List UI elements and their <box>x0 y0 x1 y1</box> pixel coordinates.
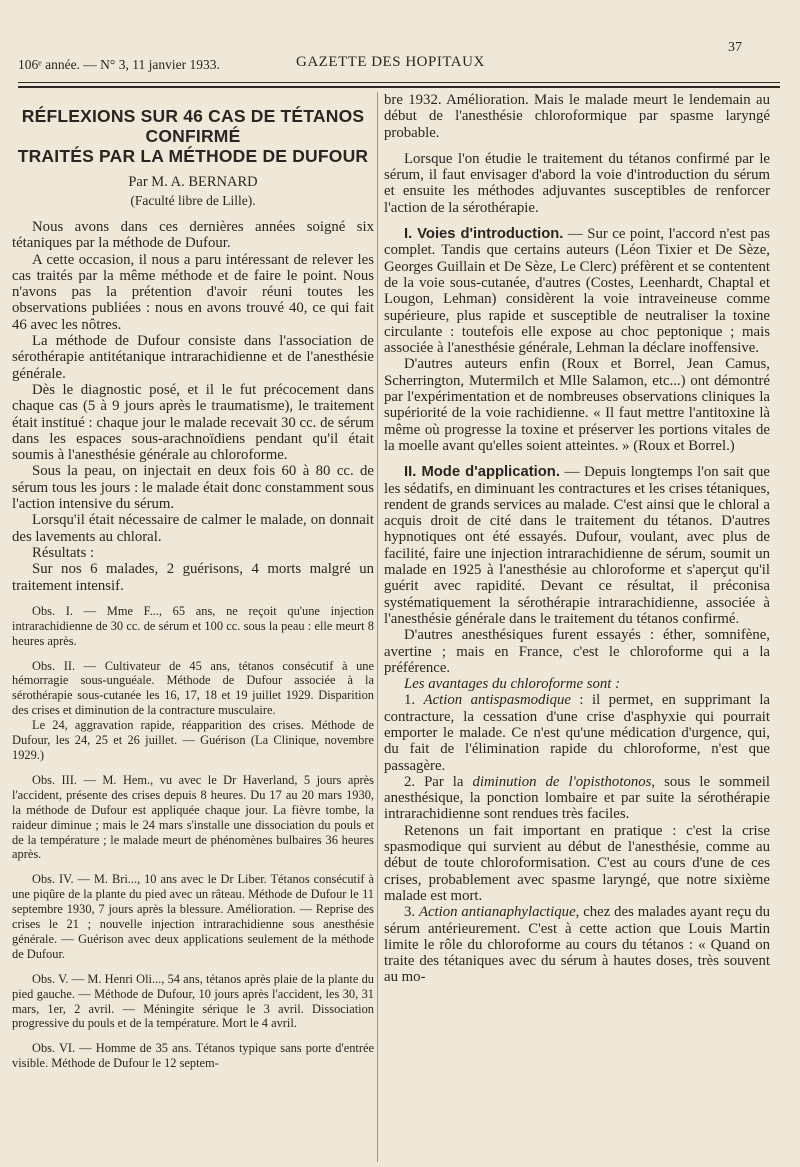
section-2-heading: II. Mode d'application. <box>404 464 560 481</box>
affiliation: (Faculté libre de Lille). <box>130 193 256 208</box>
edition-info: 106ᵉ année. — N° 3, 11 janvier 1933. <box>18 57 220 72</box>
section-2-paragraph <box>384 464 770 627</box>
left-column <box>12 92 374 1071</box>
header-rule-thin <box>18 82 780 83</box>
right-column <box>384 92 770 986</box>
advantage-2-text: , sous le sommeil anesthésique, la ponction lombaire et par suite la sérothérapie intrarachidienne sont rendues très faciles. <box>384 773 770 823</box>
article-title-line1: RÉFLEXIONS SUR 46 CAS DE TÉTANOS CONFIRMÉ <box>21 106 365 146</box>
body-paragraph: La méthode de Dufour consiste dans l'association de sérothérapie antitétanique intrarachidienne et de l'anesthésie générale. <box>12 333 374 382</box>
advantage-1-text: : il permet, en supprimant la contracture, la cessation d'une crise d'asphyxie qui pourrait emporter le malade. Ce n'est qu'une médication d'urgence, qui, du fait de l'élimination rapide du chloroforme, n'est que passagère. <box>384 692 770 774</box>
body-paragraph: Nous avons dans ces dernières années soigné six tétaniques par la méthode de Dufour. <box>12 219 374 252</box>
column-divider <box>377 92 378 1162</box>
body-paragraph: A cette occasion, il nous a paru intéressant de relever les cas traités par la même méthode et de faire le point. Nous n'avons pas la prétention d'avoir réuni toutes les observations publiées : nous en avons trouvé 40, ce qui fait 46 avec les nôtres. <box>12 251 374 333</box>
body-paragraph: Sous la peau, on injectait en deux fois 60 à 80 cc. de sérum tous les jours : le malade était donc constamment sous l'action intensive du sérum. <box>12 463 374 513</box>
results-label: Résultats : <box>32 544 95 561</box>
advantage-2-number: 2. Par la <box>404 773 473 790</box>
header-rule-thick <box>18 86 780 88</box>
body-paragraph: Lorsque l'on étudie le traitement du tétanos confirmé par le sérum, il faut envisager d'abord la voie d'introduction du sérum et ensuite les méthodes adjuvantes susceptibles de renforcer l'action de la sérothérapie. <box>384 150 770 216</box>
advantage-3-number: 3. <box>404 904 419 921</box>
body-paragraph: Dès le diagnostic posé, et il le fut précocement dans chaque cas (5 à 9 jours après le traumatisme), le traitement était institué : chaque jour le malade recevait 30 cc. de sérum dans les espaces sous-arachnoïdiens pendant qu'il était soumis à l'anesthésie générale au chloroforme. <box>12 381 374 464</box>
advantage-1-number: 1. <box>404 692 424 709</box>
section-2-text: — Depuis longtemps l'on sait que les sédatifs, en diminuant les contractures et les crises tétaniques, rendent de grands services au malade. C'est ainsi que le chloral a acquis droit de cité dans le traitement du tétanos. D'autres hypnotiques ont été essayés. Dufour, voulant, avec plus de facilité, faire une injection intrarachidienne de sérum, soumit un malade en 1925 à l'anesthésie au chloroforme et s'aperçut qu'il guérit avec rapidité. Devant ce résultat, il préconisa systématiquement la sérothérapie intrarachidienne, associée à l'anesthésie générale dans le traitement du tétanos confirmé. <box>384 464 770 627</box>
advantage-2 <box>384 774 770 823</box>
advantage-1-title: Action antispasmodique <box>423 692 571 709</box>
advantage-1 <box>384 692 770 773</box>
observation-3: Obs. III. — M. Hem., vu avec le Dr Haverland, 5 jours après l'accident, présente des crises depuis 8 heures. Du 17 au 20 mars 1930, la méthode de Dufour est appliquée chaque jour. La fièvre tombe, la raideur diminue ; mais le 24 mars s'installe une dissociation du pouls et de la température ; le malade meurt de phénomènes bulbaires 36 heures après. <box>12 772 374 862</box>
body-paragraph: bre 1932. Amélioration. Mais le malade meurt le lendemain au début de l'anesthésie chloroformique par spasme laryngé probable. <box>384 92 770 141</box>
article-title-line2: TRAITÉS PAR LA MÉTHODE DE DUFOUR <box>17 146 369 166</box>
section-1-paragraph <box>384 226 770 356</box>
section-1-text: — Sur ce point, l'accord n'est pas complet. Tandis que certains auteurs (Léon Tixier et De Sèze, Georges Guillain et De Sèze, Le Clerc) préfèrent et se contentent de la voie sous-cutanée, d'autres (Costes, Leenhardt, Chaptal et Lougon, Lehman) considèrent la voie intraveineuse comme supérieure, plus rapide et susceptible de neutraliser la toxine circulante : toutefois elle expose au choc peptonique ; mais associée à l'anesthésie générale, Lehman la déclare inoffensive. <box>384 226 770 357</box>
article-title <box>12 106 374 166</box>
results-text: Sur nos 6 malades, 2 guérisons, 4 morts malgré un traitement intensif. <box>12 561 374 594</box>
advantages-intro: Les avantages du chloroforme sont : <box>404 676 621 693</box>
body-paragraph: Lorsqu'il était nécessaire de calmer le malade, on donnait des lavements au chloral. <box>12 512 374 545</box>
page-number: 37 <box>728 40 742 55</box>
section-2-paragraph-2: D'autres anesthésiques furent essayés : éther, somnifène, avertine ; mais en France, c'est le chloroforme qui a la préférence. <box>384 627 770 676</box>
observation-2-cont: Le 24, aggravation rapide, réapparition des crises. Méthode de Dufour, les 24, 25 et 26 juillet. — Guérison (La Clinique, novembre 1929.) <box>12 718 374 762</box>
byline: Par M. A. BERNARD <box>128 174 258 190</box>
advantage-3-text: , chez des malades ayant reçu du sérum antérieurement. C'est à cette action que Louis Martin limite le rôle du chloroforme au cours du tétanos : « Quand on traite des tétaniques avec du sérum à hautes doses, très souvent au mo- <box>384 904 770 986</box>
observation-2: Obs. II. — Cultivateur de 45 ans, tétanos consécutif à une hémorragie sous-unguéale. Méthode de Dufour associée à la sérothérapie sous-cutanée les 16, 17, 18 et 19 juillet 1929. Disparition des crises et diminution de la contracture musculaire. <box>12 658 374 718</box>
observation-4: Obs. IV. — M. Bri..., 10 ans avec le Dr Liber. Tétanos consécutif à une piqûre de la plante du pied avec un râteau. Méthode de Dufour le 11 septembre 1930, 7 jours après la blessure. Amélioration. — Reprise des crises le 21 ; nouvelle injection intrarachidienne sous anesthésie générale. — Guérison avec deux applications seulement de la méthode de Dufour. <box>12 872 374 961</box>
advantage-2-note: Retenons un fait important en pratique : c'est la crise spasmodique qui survient au début de l'anesthésie, comme au début de toute chloroformisation. C'est au cours d'une de ces crises, probablement avec spasme laryngé, que notre sixième malade est mort. <box>384 822 770 904</box>
observation-1: Obs. I. — Mme F..., 65 ans, ne reçoit qu'une injection intrarachidienne de 30 cc. de sérum et 100 cc. sous la peau : elle meurt 8 heures après. <box>12 603 374 648</box>
section-1-paragraph-2: D'autres auteurs enfin (Roux et Borrel, Jean Camus, Scherrington, Mutermilch et Mlle Salamon, etc...) ont démontré par l'expérimentation et de nombreuses observations cliniques la supériorité de la voie rachidienne. « Il faut mettre l'antitoxine là même où progresse la toxine et préserver les portions vitales de la moelle avant qu'elles soient atteintes. » (Roux et Borrel.) <box>384 356 770 454</box>
advantage-3 <box>384 904 770 985</box>
advantage-2-title: diminution de l'opisthotonos <box>472 773 652 790</box>
advantage-3-title: Action antianaphylactique <box>418 904 576 921</box>
page-header <box>0 40 800 80</box>
section-1-heading: I. Voies d'introduction. <box>404 226 564 243</box>
journal-name: GAZETTE DES HOPITAUX <box>296 54 485 70</box>
observation-5: Obs. V. — M. Henri Oli..., 54 ans, tétanos après plaie de la plante du pied gauche. — Méthode de Dufour, 10 jours après l'accident, les 30, 31 mars, 1er, 2 avril. — Méningite sérique le 3 avril. Dissociation progressive du pouls et de la température. Mort le 4 avril. <box>12 971 374 1031</box>
observation-6: Obs. VI. — Homme de 35 ans. Tétanos typique sans porte d'entrée visible. Méthode de Dufour le 12 septem- <box>12 1041 374 1071</box>
